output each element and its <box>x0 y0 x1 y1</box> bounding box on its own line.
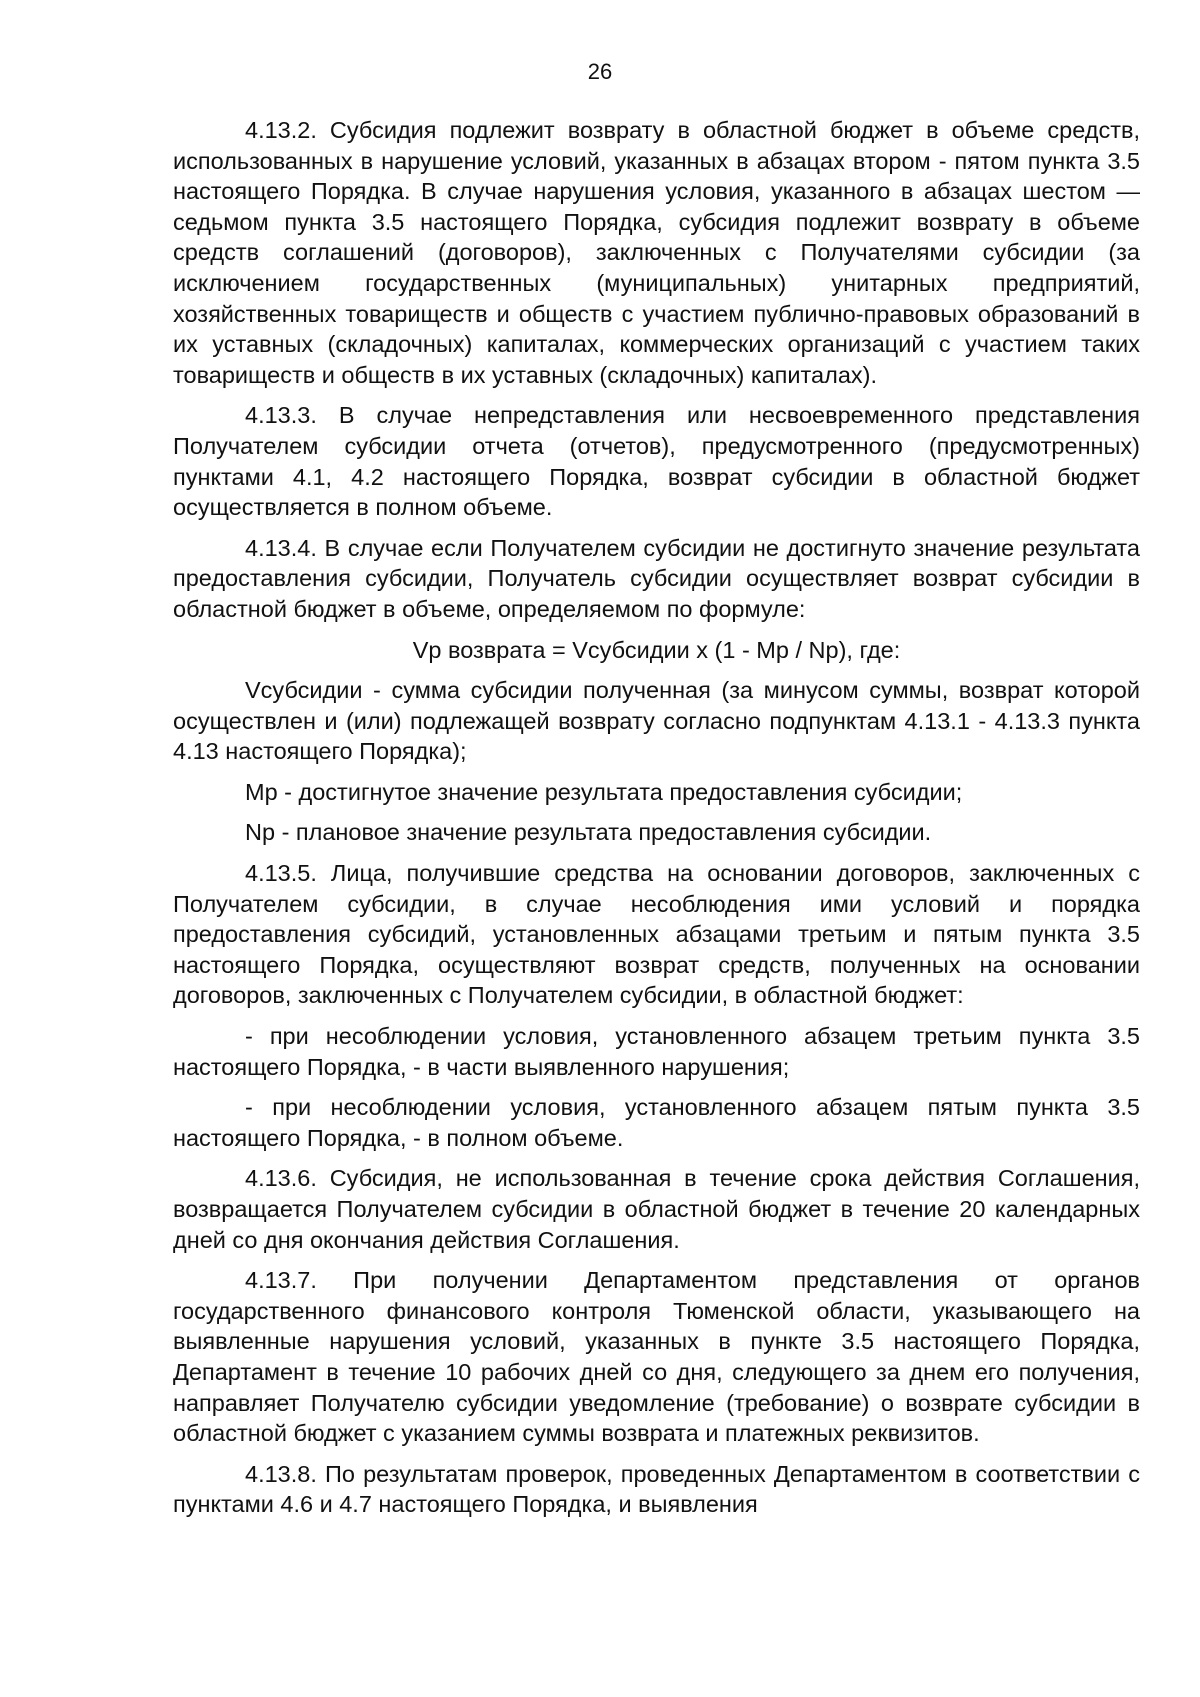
paragraph-4-13-7: 4.13.7. При получении Департаментом представления от органов государственного финансового контроля Тюменской области, указывающего на выявленные нарушения условий, указанных в пункте 3.5 настоящего Порядка, Департамент в течение 10 рабочих дней со дня, следующего за днем его получения, направляет Получателю субсидии уведомление (требование) о возврате субсидии в областной бюджет с указанием суммы возврата и платежных реквизитов. <box>173 1267 1140 1447</box>
list-item-third-paragraph: - при несоблюдении условия, установленного абзацем третьим пункта 3.5 настоящего Порядка, - в части выявленного нарушения; <box>173 1023 1140 1080</box>
paragraph-4-13-3: 4.13.3. В случае непредставления или несвоевременного представления Получателем субсидии отчета (отчетов), предусмотренного (предусмотренных) пунктами 4.1, 4.2 настоящего Порядка, возврат субсидии в областной бюджет осуществляется в полном объеме. <box>173 402 1140 521</box>
document-body <box>173 115 1140 1530</box>
definition-v-subsidy: Vсубсидии - сумма субсидии полученная (за минусом суммы, возврат которой осуществлен и (или) подлежащей возврату согласно подпунктам 4.13.1 - 4.13.3 пункта 4.13 настоящего Порядка); <box>173 677 1140 765</box>
list-item-fifth-paragraph: - при несоблюдении условия, установленного абзацем пятым пункта 3.5 настоящего Порядка, - в полном объеме. <box>173 1094 1140 1151</box>
paragraph-4-13-2: 4.13.2. Субсидия подлежит возврату в областной бюджет в объеме средств, использованных в нарушение условий, указанных в абзацах втором - пятом пункта 3.5 настоящего Порядка. В случае нарушения условия, указанного в абзацах шестом — седьмом пункта 3.5 настоящего Порядка, субсидия подлежит возврату в объеме средств соглашений (договоров), заключенных с Получателями субсидии (за исключением государственных (муниципальных) унитарных предприятий, хозяйственных товариществ и обществ с участием публично-правовых образований в их уставных (складочных) капиталах, коммерческих организаций с участием таких товариществ и обществ в их уставных (складочных) капиталах). <box>173 117 1140 388</box>
definition-nr: Nр - плановое значение результата предоставления субсидии. <box>245 819 932 846</box>
paragraph-4-13-4: 4.13.4. В случае если Получателем субсидии не достигнуто значение результата предоставления субсидии, Получатель субсидии осуществляет возврат субсидии в областной бюджет в объеме, определяемом по формуле: <box>173 534 1140 622</box>
formula-line: Vр возврата = Vсубсидии x (1 - Mр / Nр), где: <box>412 636 901 663</box>
definition-mr: Mр - достигнутое значение результата предоставления субсидии; <box>245 778 963 805</box>
paragraph-4-13-8: 4.13.8. По результатам проверок, проведенных Департаментом в соответствии с пунктами 4.6 и 4.7 настоящего Порядка, и выявления <box>173 1460 1140 1518</box>
paragraph-4-13-6: 4.13.6. Субсидия, не использованная в течение срока действия Соглашения, возвращается Получателем субсидии в областной бюджет в течение 20 календарных дней со дня окончания действия Соглашения. <box>173 1165 1140 1253</box>
page-number: 26 <box>587 59 613 84</box>
paragraph-4-13-5: 4.13.5. Лица, получившие средства на основании договоров, заключенных с Получателем субсидии, в случае несоблюдения ими условий и порядка предоставления субсидий, установленных абзацами третьим и пятым пункта 3.5 настоящего Порядка, осуществляют возврат средств, полученных на основании договоров, заключенных с Получателем субсидии, в областной бюджет: <box>173 860 1140 1009</box>
